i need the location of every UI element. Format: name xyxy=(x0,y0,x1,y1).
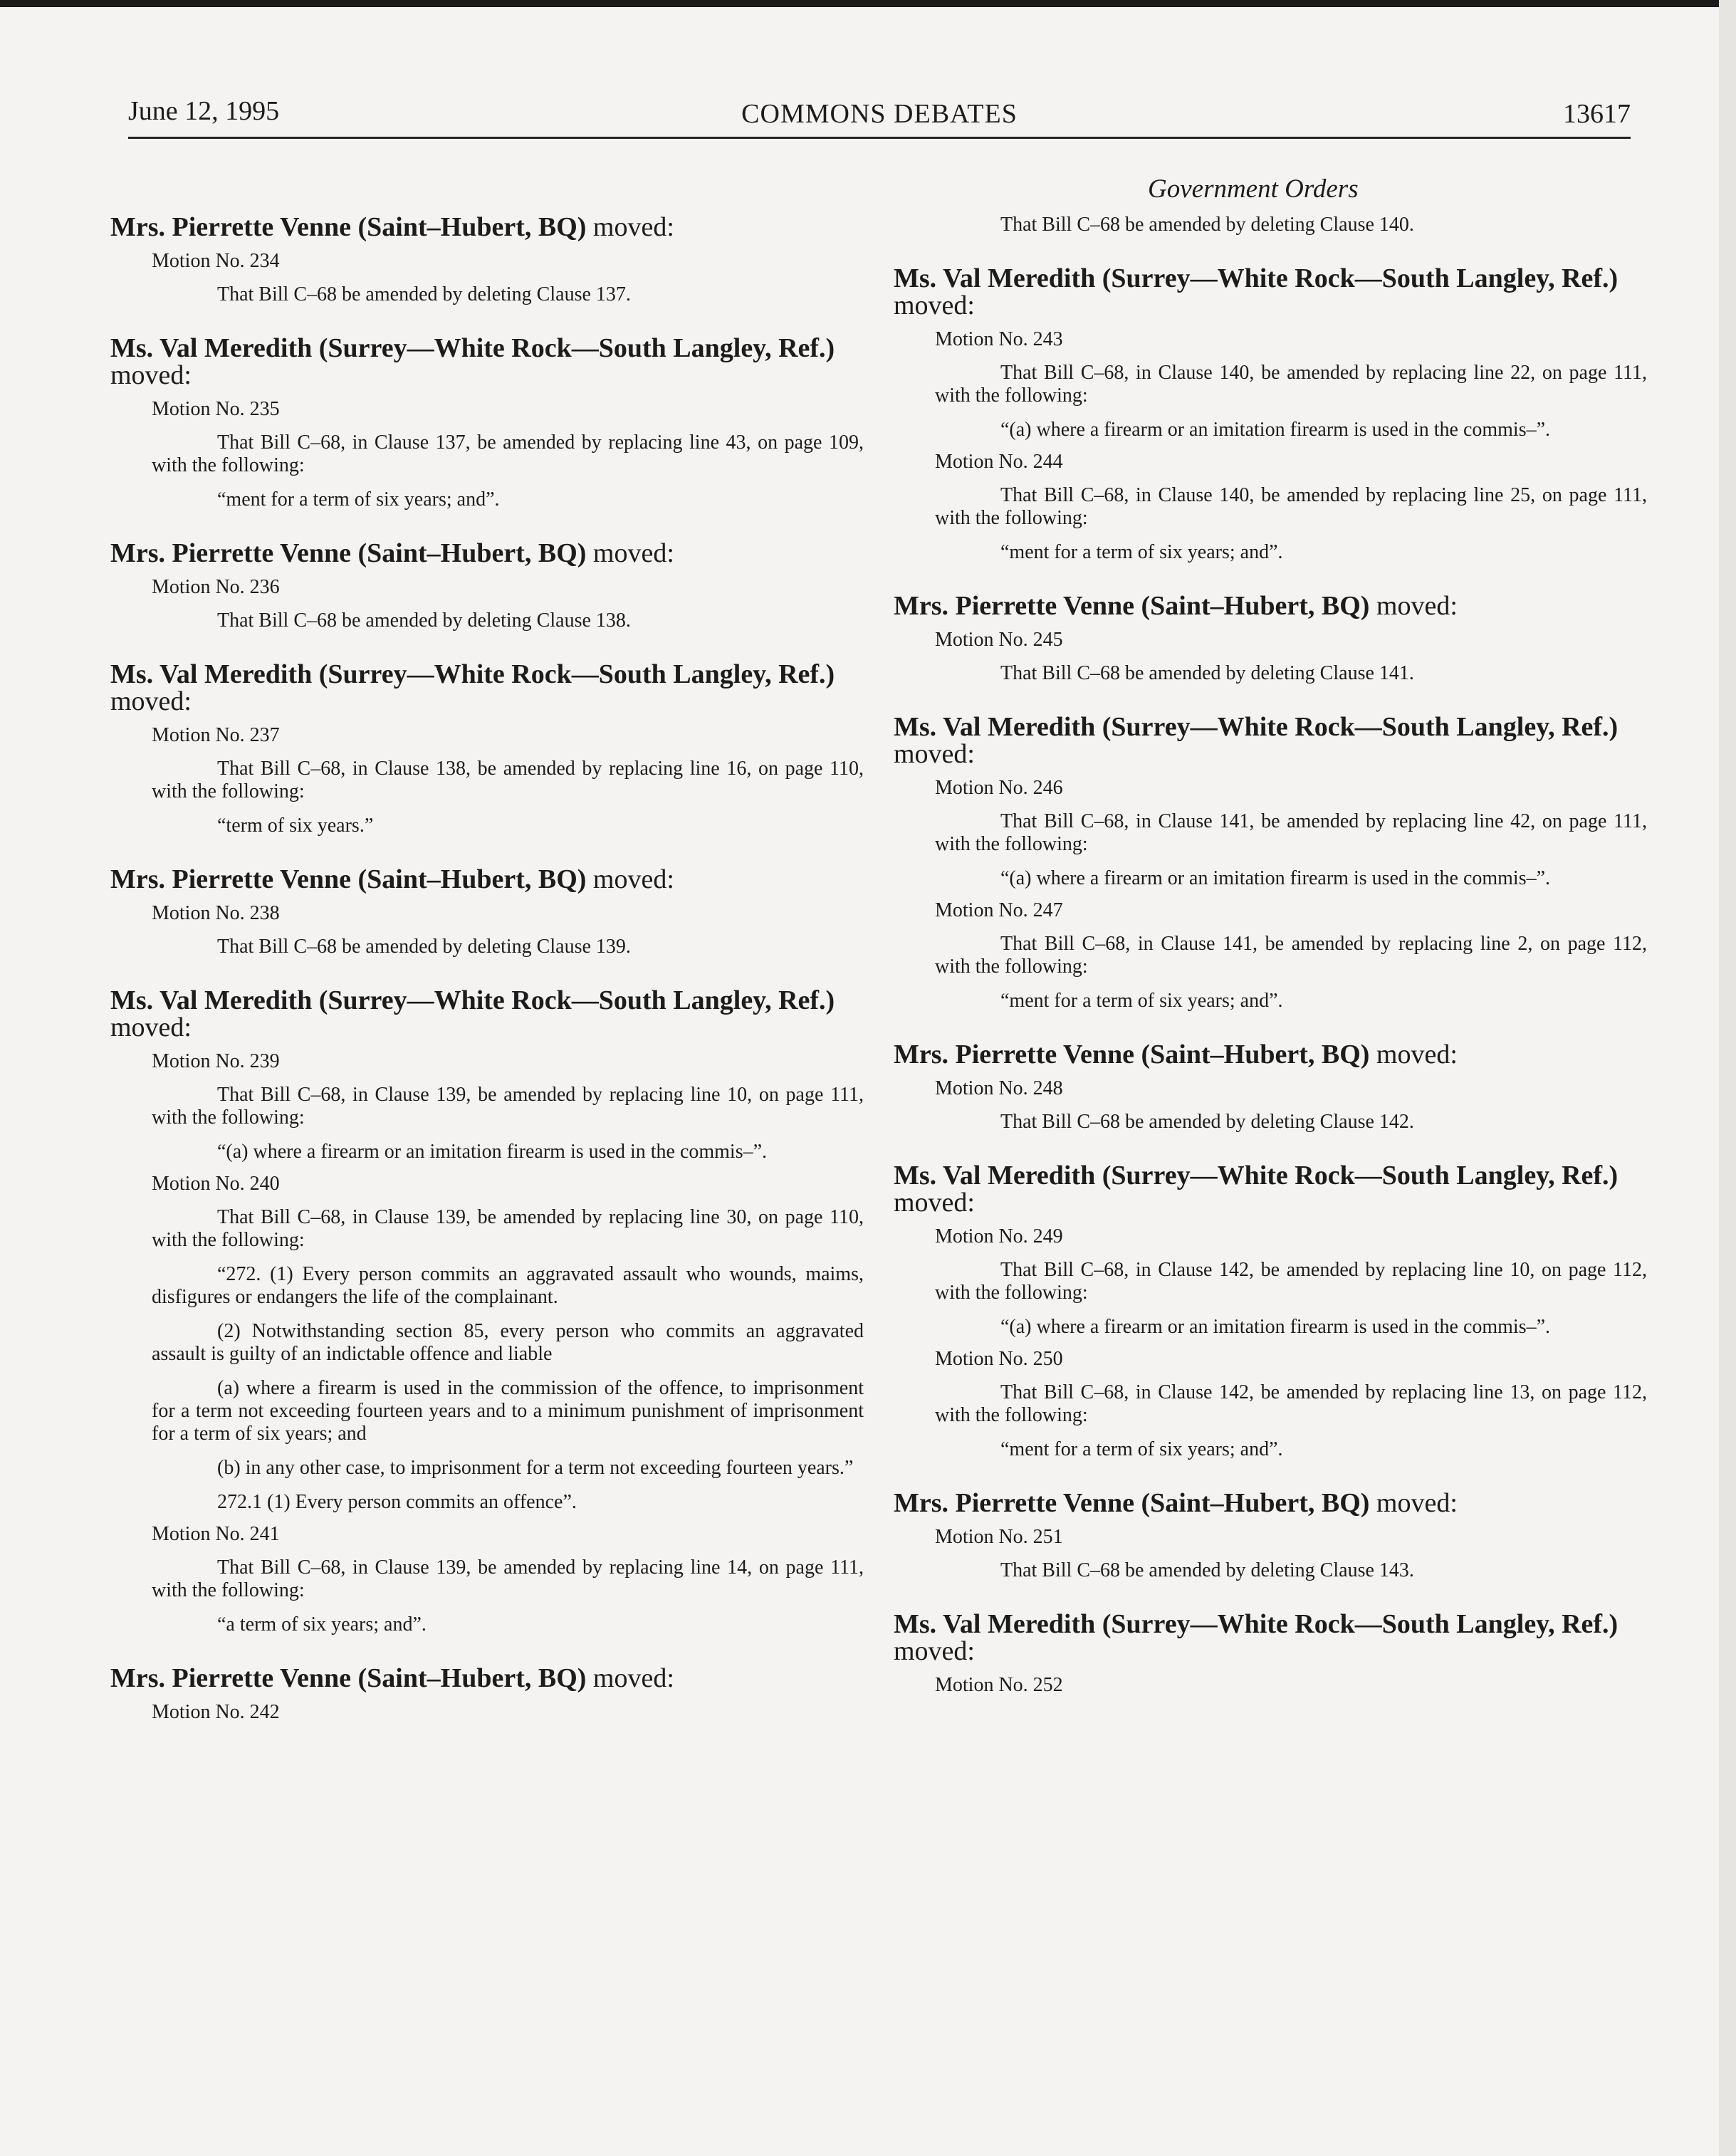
motion-number: Motion No. 251 xyxy=(935,1526,1063,1548)
quoted-text: “ment for a term of six years; and”. xyxy=(1000,990,1283,1012)
speaker-name: Ms. Val Meredith (Surrey—White Rock—South Langley, Ref.) xyxy=(894,263,1619,293)
motion-text: That Bill C–68 be amended by deleting Clause 137. xyxy=(217,283,631,305)
quoted-text: (b) in any other case, to imprisonment for a term not exceeding fourteen years.” xyxy=(217,1457,854,1479)
speaker-name: Mrs. Pierrette Venne (Saint–Hubert, BQ) xyxy=(894,1040,1370,1069)
quoted-text: “(a) where a firearm or an imitation firearm is used in the commis–”. xyxy=(1000,867,1551,889)
motion-number: Motion No. 242 xyxy=(152,1701,280,1723)
speaker-name: Ms. Val Meredith (Surrey—White Rock—South Langley, Ref.) xyxy=(894,1609,1619,1639)
speaker-verb: moved: xyxy=(592,864,674,894)
quoted-text: (2) Notwithstanding section 85, every person who commits an aggravated assault is guilty of an indictable offence and liable xyxy=(152,1320,864,1365)
motion-number: Motion No. 247 xyxy=(935,899,1063,921)
motion-text: That Bill C–68 be amended by deleting Clause 138. xyxy=(217,609,631,632)
speaker-verb: moved: xyxy=(894,739,975,769)
motion-text: That Bill C–68, in Clause 139, be amended by replacing line 30, on page 110, with the following: xyxy=(152,1206,864,1251)
speaker-name: Mrs. Pierrette Venne (Saint–Hubert, BQ) xyxy=(894,1488,1370,1518)
speaker-name: Mrs. Pierrette Venne (Saint–Hubert, BQ) xyxy=(110,212,587,242)
motion-text: That Bill C–68 be amended by deleting Clause 143. xyxy=(1000,1559,1414,1581)
motion-number: Motion No. 241 xyxy=(152,1523,280,1545)
motion-text: That Bill C–68 be amended by deleting Clause 139. xyxy=(217,936,631,958)
speaker-name: Ms. Val Meredith (Surrey—White Rock—South Langley, Ref.) xyxy=(110,333,835,363)
speaker-verb: moved: xyxy=(1376,1040,1458,1069)
motion-number: Motion No. 235 xyxy=(152,398,280,420)
motion-number: Motion No. 250 xyxy=(935,1348,1063,1370)
right-column xyxy=(894,214,1647,1696)
quoted-text: “ment for a term of six years; and”. xyxy=(217,488,500,511)
motion-number: Motion No. 244 xyxy=(935,451,1063,473)
speaker-name: Mrs. Pierrette Venne (Saint–Hubert, BQ) xyxy=(110,538,587,568)
motion-text: That Bill C–68 be amended by deleting Clause 141. xyxy=(1000,662,1414,684)
motion-number: Motion No. 236 xyxy=(152,576,280,598)
speaker-line xyxy=(110,540,864,567)
speaker-line xyxy=(894,592,1647,619)
motion-text: That Bill C–68, in Clause 138, be amended by replacing line 16, on page 110, with the following: xyxy=(152,758,864,802)
speaker-verb: moved: xyxy=(110,1012,192,1042)
speaker-verb: moved: xyxy=(1376,591,1458,621)
motion-text: That Bill C–68, in Clause 141, be amended by replacing line 2, on page 112, with the following: xyxy=(935,933,1647,978)
speaker-line xyxy=(894,1490,1647,1517)
header-date: June 12, 1995 xyxy=(128,96,280,126)
speaker-verb: moved: xyxy=(110,686,192,716)
speaker-line xyxy=(110,661,864,715)
speaker-line xyxy=(894,1611,1647,1665)
speaker-name: Ms. Val Meredith (Surrey—White Rock—South Langley, Ref.) xyxy=(110,659,835,689)
speaker-line xyxy=(110,1665,864,1692)
motion-text: That Bill C–68, in Clause 137, be amended by replacing line 43, on page 109, with the following: xyxy=(152,431,864,476)
motion-text: That Bill C–68, in Clause 141, be amended by replacing line 42, on page 111, with the following: xyxy=(935,810,1647,855)
quoted-text: “(a) where a firearm or an imitation firearm is used in the commis–”. xyxy=(1000,1316,1551,1338)
motion-text: That Bill C–68, in Clause 142, be amended by replacing line 10, on page 112, with the following: xyxy=(935,1259,1647,1304)
quoted-text: “(a) where a firearm or an imitation firearm is used in the commis–”. xyxy=(217,1141,768,1163)
motion-number: Motion No. 238 xyxy=(152,902,280,924)
scan-right-edge xyxy=(1719,0,1736,2156)
quoted-text: “272. (1) Every person commits an aggravated assault who wounds, maims, disfigures or endangers the life of the complainant. xyxy=(152,1263,864,1308)
page-header xyxy=(128,91,1631,139)
left-column xyxy=(110,214,864,1723)
motion-number: Motion No. 248 xyxy=(935,1077,1063,1099)
motion-number: Motion No. 243 xyxy=(935,328,1063,350)
motion-number: Motion No. 245 xyxy=(935,629,1063,651)
motion-number: Motion No. 249 xyxy=(935,1225,1063,1247)
quoted-text: “a term of six years; and”. xyxy=(217,1613,427,1636)
speaker-verb: moved: xyxy=(592,538,674,568)
speaker-line xyxy=(110,335,864,389)
motion-text: That Bill C–68 be amended by deleting Clause 142. xyxy=(1000,1111,1414,1133)
motion-number: Motion No. 239 xyxy=(152,1050,280,1072)
scan-top-edge xyxy=(0,0,1736,7)
speaker-line xyxy=(894,1041,1647,1068)
speaker-name: Mrs. Pierrette Venne (Saint–Hubert, BQ) xyxy=(110,1663,587,1693)
quoted-text: (a) where a firearm is used in the commission of the offence, to imprisonment for a term not exceeding fourteen years and to a minimum punishment of imprisonment for a term of six years; and xyxy=(152,1377,864,1445)
speaker-line xyxy=(894,1162,1647,1216)
speaker-verb: moved: xyxy=(1376,1488,1458,1518)
speaker-verb: moved: xyxy=(592,212,674,242)
speaker-line xyxy=(110,214,864,241)
motion-text: That Bill C–68, in Clause 139, be amended by replacing line 10, on page 111, with the following: xyxy=(152,1084,864,1129)
motion-text: That Bill C–68, in Clause 142, be amended by replacing line 13, on page 112, with the following: xyxy=(935,1381,1647,1426)
motion-text: That Bill C–68, in Clause 140, be amended by replacing line 22, on page 111, with the following: xyxy=(935,362,1647,407)
speaker-verb: moved: xyxy=(110,360,192,390)
header-page-number: 13617 xyxy=(1563,99,1631,129)
motion-number: Motion No. 240 xyxy=(152,1173,280,1195)
speaker-line xyxy=(110,987,864,1041)
quoted-text: 272.1 (1) Every person commits an offence”. xyxy=(217,1491,577,1513)
speaker-name: Ms. Val Meredith (Surrey—White Rock—South Langley, Ref.) xyxy=(894,712,1619,742)
motion-number: Motion No. 234 xyxy=(152,250,280,272)
speaker-verb: moved: xyxy=(894,1188,975,1218)
speaker-name: Mrs. Pierrette Venne (Saint–Hubert, BQ) xyxy=(894,591,1370,621)
speaker-name: Ms. Val Meredith (Surrey—White Rock—South Langley, Ref.) xyxy=(894,1161,1619,1190)
quoted-text: “term of six years.” xyxy=(217,815,374,837)
motion-number: Motion No. 246 xyxy=(935,777,1063,799)
motion-text: That Bill C–68, in Clause 140, be amended by replacing line 25, on page 111, with the following: xyxy=(935,484,1647,529)
motion-text: That Bill C–68 be amended by deleting Clause 140. xyxy=(1000,214,1414,236)
motion-number: Motion No. 252 xyxy=(935,1674,1063,1696)
motion-text: That Bill C–68, in Clause 139, be amended by replacing line 14, on page 111, with the following: xyxy=(152,1556,864,1601)
speaker-verb: moved: xyxy=(894,291,975,320)
speaker-line xyxy=(894,713,1647,768)
quoted-text: “ment for a term of six years; and”. xyxy=(1000,1438,1283,1460)
header-title: COMMONS DEBATES xyxy=(741,99,1018,129)
quoted-text: “(a) where a firearm or an imitation firearm is used in the commis–”. xyxy=(1000,419,1551,441)
speaker-verb: moved: xyxy=(592,1663,674,1693)
speaker-line xyxy=(894,265,1647,319)
motion-number: Motion No. 237 xyxy=(152,724,280,746)
speaker-verb: moved: xyxy=(894,1636,975,1666)
quoted-text: “ment for a term of six years; and”. xyxy=(1000,541,1283,563)
speaker-line xyxy=(110,866,864,893)
section-label: Government Orders xyxy=(1148,174,1359,204)
speaker-name: Ms. Val Meredith (Surrey—White Rock—South Langley, Ref.) xyxy=(110,985,835,1015)
speaker-name: Mrs. Pierrette Venne (Saint–Hubert, BQ) xyxy=(110,864,587,894)
